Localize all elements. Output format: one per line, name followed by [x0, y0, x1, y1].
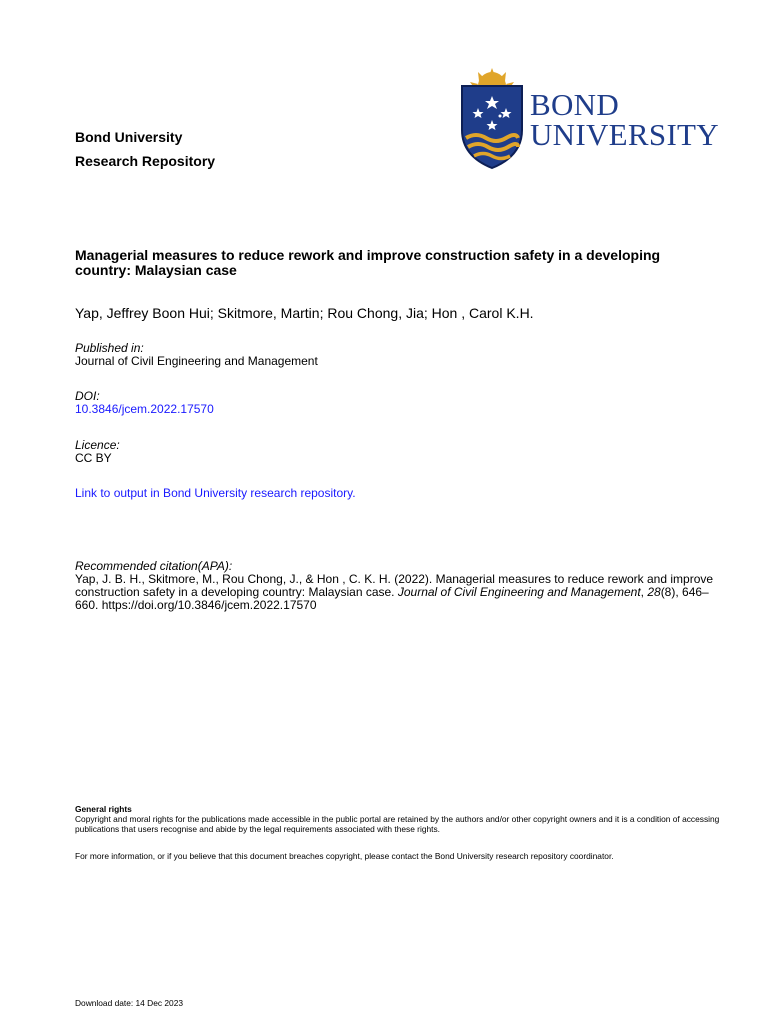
doi-label: DOI: [75, 389, 100, 403]
institution-header [75, 125, 215, 173]
published-in-label: Published in: [75, 341, 144, 355]
crest-icon [456, 68, 528, 172]
bond-university-logo [456, 68, 728, 172]
paper-authors: Yap, Jeffrey Boon Hui; Skitmore, Martin; Rou Chong, Jia; Hon , Carol K.H. [75, 305, 534, 321]
logo-wordmark-line1: BOND [530, 87, 620, 122]
licence-block [75, 439, 120, 465]
licence-value: CC BY [75, 451, 112, 465]
logo-wordmark [530, 87, 719, 152]
citation-sep: , [640, 585, 648, 599]
citation-volume: 28 [647, 585, 661, 599]
citation-journal: Journal of Civil Engineering and Management [397, 585, 641, 599]
citation-text [75, 573, 725, 612]
published-in-block [75, 342, 318, 368]
institution-name: Bond University [75, 129, 183, 145]
logo-wordmark-line2: UNIVERSITY [530, 117, 719, 152]
rights-body: Copyright and moral rights for the publications made accessible in the public portal are retained by the authors and/or other copyright owners and it is a condition of accessing publications that users recognise and abide by the legal requirements associated with these rights. [75, 814, 720, 834]
paper-title: Managerial measures to reduce rework and improve construction safety in a developing country: Malaysian case [75, 247, 661, 278]
general-rights [75, 804, 735, 861]
repository-link[interactable]: Link to output in Bond University research repository. [75, 486, 356, 500]
download-date: Download date: 14 Dec 2023 [75, 998, 184, 1008]
published-in-value: Journal of Civil Engineering and Management [75, 354, 318, 368]
recommended-citation [75, 560, 725, 612]
rights-heading: General rights [75, 804, 132, 814]
citation-part1: Yap, J. B. H., Skitmore, M., Rou Chong, J., & Hon , C. K. H. (2022). Managerial measures to reduce rework and improve construction safety in a developing country: Malaysian case. [75, 572, 714, 599]
repository-name: Research Repository [75, 153, 216, 169]
doi-block [75, 390, 214, 416]
citation-part2: (8), 646–660. https://doi.org/10.3846/jcem.2022.17570 [75, 585, 709, 612]
doi-link[interactable]: 10.3846/jcem.2022.17570 [75, 402, 214, 416]
licence-label: Licence: [75, 438, 120, 452]
rights-contact: For more information, or if you believe that this document breaches copyright, please contact the Bond University research repository coordinator. [75, 851, 614, 861]
citation-label: Recommended citation(APA): [75, 559, 233, 573]
